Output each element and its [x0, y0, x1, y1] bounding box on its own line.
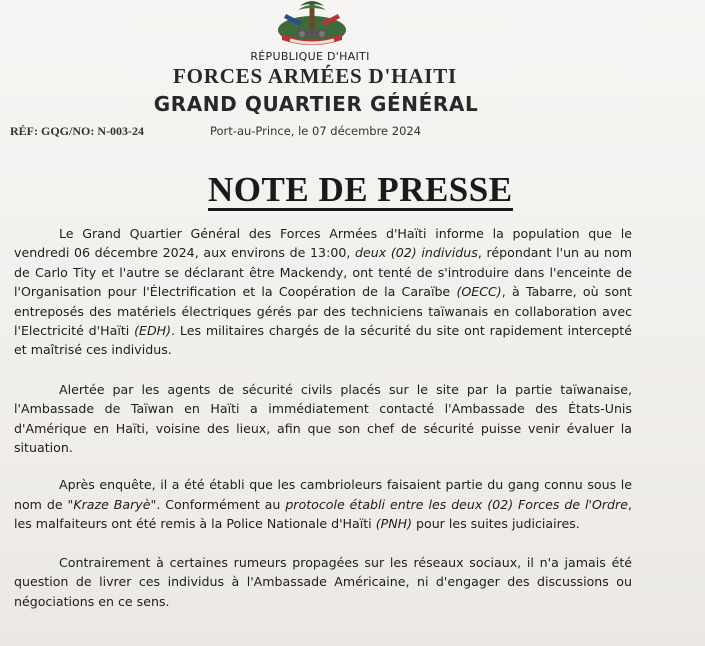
paragraph-1-italic-individus: deux (02) individus — [355, 245, 478, 261]
press-release-body — [14, 224, 632, 630]
paragraph-3-italic-gang-name: "Kraze Baryè" — [67, 496, 157, 512]
coat-of-arms-emblem — [272, 0, 352, 46]
paragraph-1-text-d: . Les militaires chargés de la sécurité du site ont rapidement intercepté et maîtrisé ces individus. — [14, 323, 632, 358]
paragraph-3-italic-pnh: (PNH) — [375, 516, 412, 532]
paragraph-3-text-a: Après enquête, il a été établi que les cambrioleurs faisaient partie du gang connu sous le nom de — [14, 477, 632, 512]
paragraph-3-text-d: pour les suites judiciaires. — [412, 516, 580, 532]
document-title: NOTE DE PRESSE — [208, 170, 513, 209]
paragraph-3-text-c: , les malfaiteurs ont été remis à la Police Nationale d'Haïti — [14, 496, 632, 532]
place-and-date: Port-au-Prince, le 07 décembre 2024 — [210, 124, 422, 138]
paragraph-2: Alertée par les agents de sécurité civils placés sur le site par la partie taïwanaise, l'Ambassade de Taïwan en Haïti a immédiatement contacté l'Ambassade des États-Unis d'Amérique en Haïti, voisine des lieux, afin que son chef de sécurité puisse venir évaluer la situation. — [14, 381, 632, 456]
paragraph-1 — [14, 224, 632, 360]
forces-armees-heading: FORCES ARMÉES D'HAITI — [172, 64, 458, 88]
paragraph-1-text-b: , répondant l'un au nom de Carlo Tity et l'autre se déclarant être Mackendy, ont tenté de s'introduire dans l'enceinte de l'Organisation pour l'Électrification et la Coopération de la Caraïbe — [14, 245, 632, 300]
paragraph-3 — [14, 475, 632, 533]
paragraph-4: Contrairement à certaines rumeurs propagées sur les réseaux sociaux, il n'a jamais été question de livrer ces individus à l'Ambassade Américaine, ni d'engager des discussions ou négociations en ce sens. — [14, 554, 632, 609]
paragraph-3-italic-protocole: protocole établi entre les deux (02) Forces de l'Ordre — [285, 496, 628, 512]
paragraph-3-text-b: . Conformément au — [156, 496, 286, 512]
paragraph-1-text-a: Le Grand Quartier Général des Forces Armées d'Haïti informe la population que le vendredi 06 décembre 2024, aux environs de 13:00, — [14, 226, 632, 261]
grand-quartier-general-heading: GRAND QUARTIER GÉNÉRAL — [153, 92, 479, 116]
reference-number: RÉF: GQG/NO: N-003-24 — [10, 124, 144, 138]
paragraph-1-italic-oecc: (OECC) — [456, 284, 502, 300]
paragraph-1-italic-edh: (EDH) — [134, 323, 172, 339]
paragraph-1-text-c: , à Tabarre, où sont entreposés des matériels électriques gérés par des techniciens taïwanais en collaboration avec l'Electricité d'Haïti — [14, 284, 632, 339]
republic-heading: RÉPUBLIQUE D'HAITI — [250, 50, 370, 63]
